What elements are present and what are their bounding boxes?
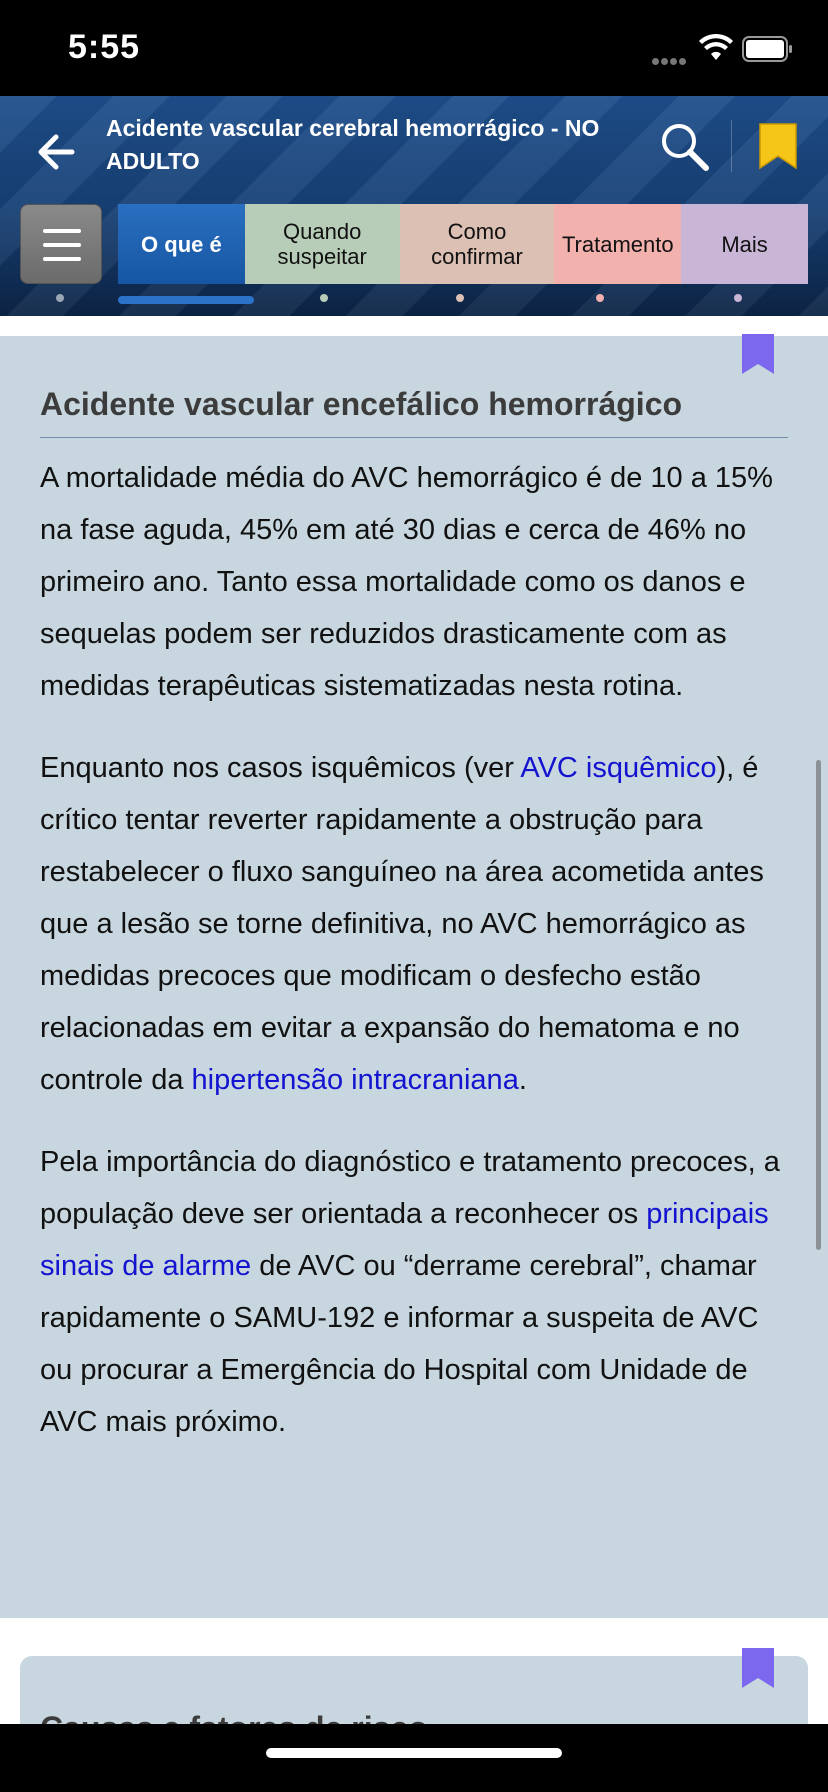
status-time: 5:55 (68, 28, 141, 66)
paragraph (40, 1136, 790, 1448)
page-dot (320, 294, 328, 302)
bookmark-icon[interactable] (740, 1648, 776, 1690)
page-dot (596, 294, 604, 302)
bookmark-icon[interactable] (758, 122, 798, 172)
section-body (40, 452, 790, 1478)
paragraph-text: de AVC ou “derrame cerebral”, chamar rapidamente o SAMU-192 e informar a suspeita de AVC ou procurar a Emergência do Hospital com Unidade de AVC mais próximo. (40, 1250, 759, 1438)
tab-quando-suspeitar[interactable]: Quando suspeitar (245, 204, 400, 284)
content-scroll-area[interactable] (0, 316, 828, 1724)
active-tab-indicator (118, 296, 254, 304)
link-avc-isquemico[interactable]: AVC isquêmico (520, 752, 717, 784)
paragraph-text: Enquanto nos casos isquêmicos (ver (40, 752, 521, 784)
menu-button[interactable] (20, 204, 102, 284)
search-icon[interactable] (656, 118, 712, 174)
section-card (0, 336, 828, 1618)
home-indicator-area (0, 1724, 828, 1792)
back-arrow-icon[interactable] (28, 122, 88, 182)
wifi-icon (698, 34, 734, 62)
hamburger-icon-bar (43, 243, 81, 247)
section-tabs (118, 204, 808, 284)
cellular-signal-icon (652, 52, 690, 60)
header-divider (731, 120, 732, 172)
tab-tratamento[interactable]: Tratamento (554, 204, 681, 284)
bookmark-icon[interactable] (740, 334, 776, 376)
paragraph-text: Pela importância do diagnóstico e tratamento precoces, a população deve ser orientada a reconhecer os (40, 1146, 780, 1230)
link-sinais-de-alarme[interactable]: principais sinais de alarme (40, 1198, 769, 1282)
page-dot (734, 294, 742, 302)
page-title: Acidente vascular cerebral hemorrágico - NO ADULTO (106, 115, 600, 174)
tab-mais[interactable]: Mais (681, 204, 808, 284)
scrollbar[interactable] (816, 760, 821, 1250)
paragraph: A mortalidade média do AVC hemorrágico é de 10 a 15% na fase aguda, 45% em até 30 dias e cerca de 46% no primeiro ano. Tanto essa mortalidade como os danos e sequelas podem ser reduzidos drasticamente com as medidas terapêuticas sistematizadas nesta rotina. (40, 462, 773, 702)
paragraph (40, 742, 790, 1106)
hamburger-icon (43, 229, 81, 233)
app-header (0, 96, 828, 316)
home-indicator[interactable] (266, 1748, 562, 1758)
tab-como-confirmar[interactable]: Como confirmar (400, 204, 555, 284)
paragraph-text: . (518, 1064, 527, 1096)
page-dot (56, 294, 64, 302)
section-title: Acidente vascular encefálico hemorrágico (40, 386, 788, 438)
battery-icon (742, 36, 794, 62)
paragraph-text: ), é crítico tentar reverter rapidamente a obstrução para restabelecer o fluxo sanguíneo na área acometida antes que a lesão se torne definitiva, no AVC hemorrágico as medidas precoces que modificam o desfecho estão relacionadas em evitar a expansão do hematoma e no controle da (40, 752, 764, 1096)
status-bar (0, 0, 828, 96)
hamburger-icon-bar (43, 257, 81, 261)
tab-o-que-e[interactable]: O que é (118, 204, 245, 284)
link-hipertensao-intracraniana[interactable]: hipertensão intracraniana (191, 1064, 519, 1096)
page-dot (456, 294, 464, 302)
